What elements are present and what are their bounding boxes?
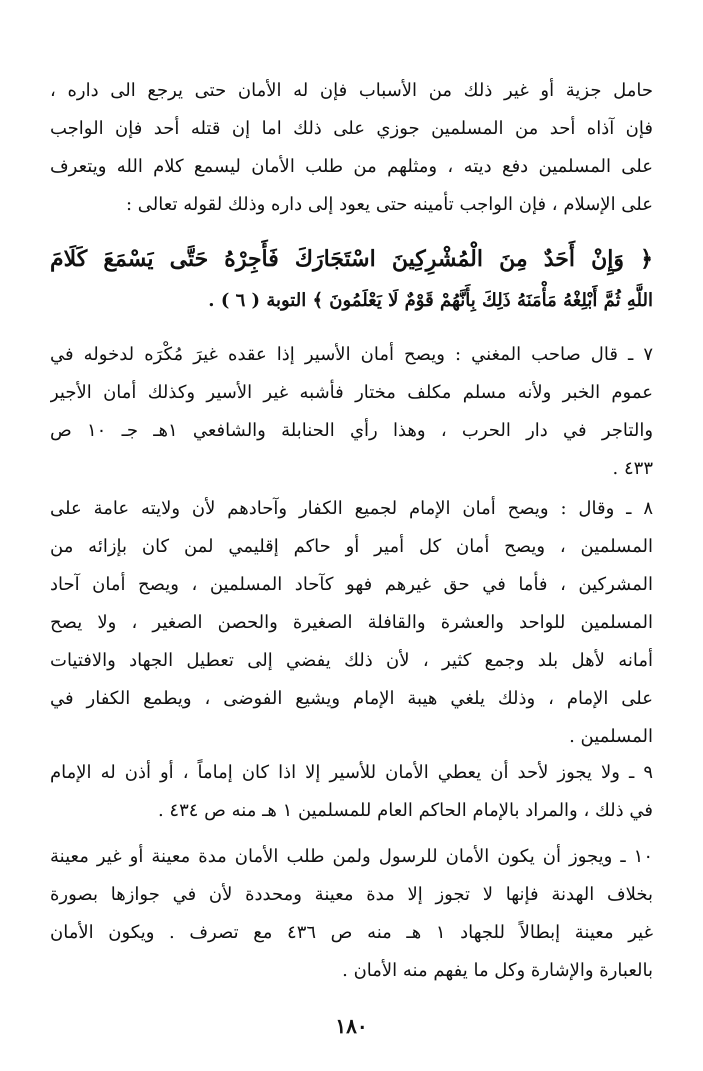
text-line: بالعبارة والإشارة وكل ما يفهم منه الأمان .	[342, 960, 653, 981]
text-line: ٧ ـ قال صاحب المغني : ويصح أمان الأسير إذا عقده غيرَ مُكْرَه لدخوله في	[50, 344, 653, 365]
text-line: غير معينة إبطالاً للجهاد ١ هـ منه ص ٤٣٦ مع تصرف . ويكون الأمان	[50, 922, 653, 943]
text-line: فإن آذاه أحد من المسلمين جوزي على ذلك اما إن قتله أحد فإن الواجب	[50, 118, 653, 139]
text-line: والتاجر في دار الحرب ، وهذا رأي الحنابلة والشافعي ١هـ جـ ١٠ ص	[50, 420, 653, 441]
text-line: المسلمين ، ويصح أمان كل أمير أو حاكم إقليمي لمن كان بإزائه من	[50, 536, 653, 557]
text-line: بخلاف الهدنة فإنها لا تجوز إلا مدة معينة ومحددة لأن في جوازها بصورة	[50, 884, 653, 905]
verse-line: ﴿ وَإِنْ أَحَدٌ مِنَ الْمُشْرِكِينَ اسْتَجَارَكَ فَأَجِرْهُ حَتَّى يَسْمَعَ كَلَامَ	[50, 246, 653, 272]
paragraph-item-8	[50, 490, 653, 756]
intro-paragraph	[50, 72, 653, 224]
text-line: ٨ ـ وقال : ويصح أمان الإمام لجميع الكفار وآحادهم لأن ولايته عامة على	[50, 498, 653, 519]
text-line: المشركين ، فأما في حق غيرهم فهو كآحاد المسلمين ، ويصح أمان آحاد	[50, 574, 653, 595]
quran-verse	[50, 238, 653, 322]
text-line: حامل جزية أو غير ذلك من الأسباب فإن له الأمان حتى يرجع الى داره ،	[50, 80, 653, 101]
paragraph-item-9	[50, 754, 653, 830]
text-line: المسلمين .	[569, 726, 653, 747]
text-line: ٩ ـ ولا يجوز لأحد أن يعطي الأمان للأسير إلا اذا كان إماماً ، أو أذن له الإمام	[50, 762, 653, 783]
text-line: المسلمين للواحد والعشرة والقافلة الصغيرة والحصن الصغير ، ولا يصح	[50, 612, 653, 633]
page-number: ١٨٠	[335, 1014, 368, 1038]
paragraph-item-10	[50, 838, 653, 990]
paragraph-item-7	[50, 336, 653, 488]
verse-line: اللَّهِ ثُمَّ أَبْلِغْهُ مَأْمَنَهُ ذَلِكَ بِأَنَّهُمْ قَوْمٌ لَا يَعْلَمُونَ ﴾ التوبة ( ٦ ) .	[208, 290, 653, 311]
text-line: ١٠ ـ ويجوز أن يكون الأمان للرسول ولمن طلب الأمان مدة معينة أو غير معينة	[50, 846, 653, 867]
text-line: ٤٣٣ .	[612, 458, 653, 479]
text-line: عموم الخبر ولأنه مسلم مكلف مختار فأشبه غير الأسير وكذلك أمان الأجير	[50, 382, 653, 403]
text-line: في ذلك ، والمراد بالإمام الحاكم العام للمسلمين ١ هـ منه ص ٤٣٤ .	[157, 800, 653, 821]
text-line: على المسلمين دفع ديته ، ومثلهم من طلب الأمان ليسمع كلام الله ويتعرف	[50, 156, 653, 177]
text-line: على الإمام ، وذلك يلغي هيبة الإمام ويشيع الفوضى ، ويطمع الكفار في	[50, 688, 653, 709]
text-line: أمانه لأهل بلد وجمع كثير ، لأن ذلك يفضي إلى تعطيل الجهاد والافتيات	[50, 650, 653, 671]
text-line: على الإسلام ، فإن الواجب تأمينه حتى يعود إلى داره وذلك لقوله تعالى :	[126, 194, 653, 215]
